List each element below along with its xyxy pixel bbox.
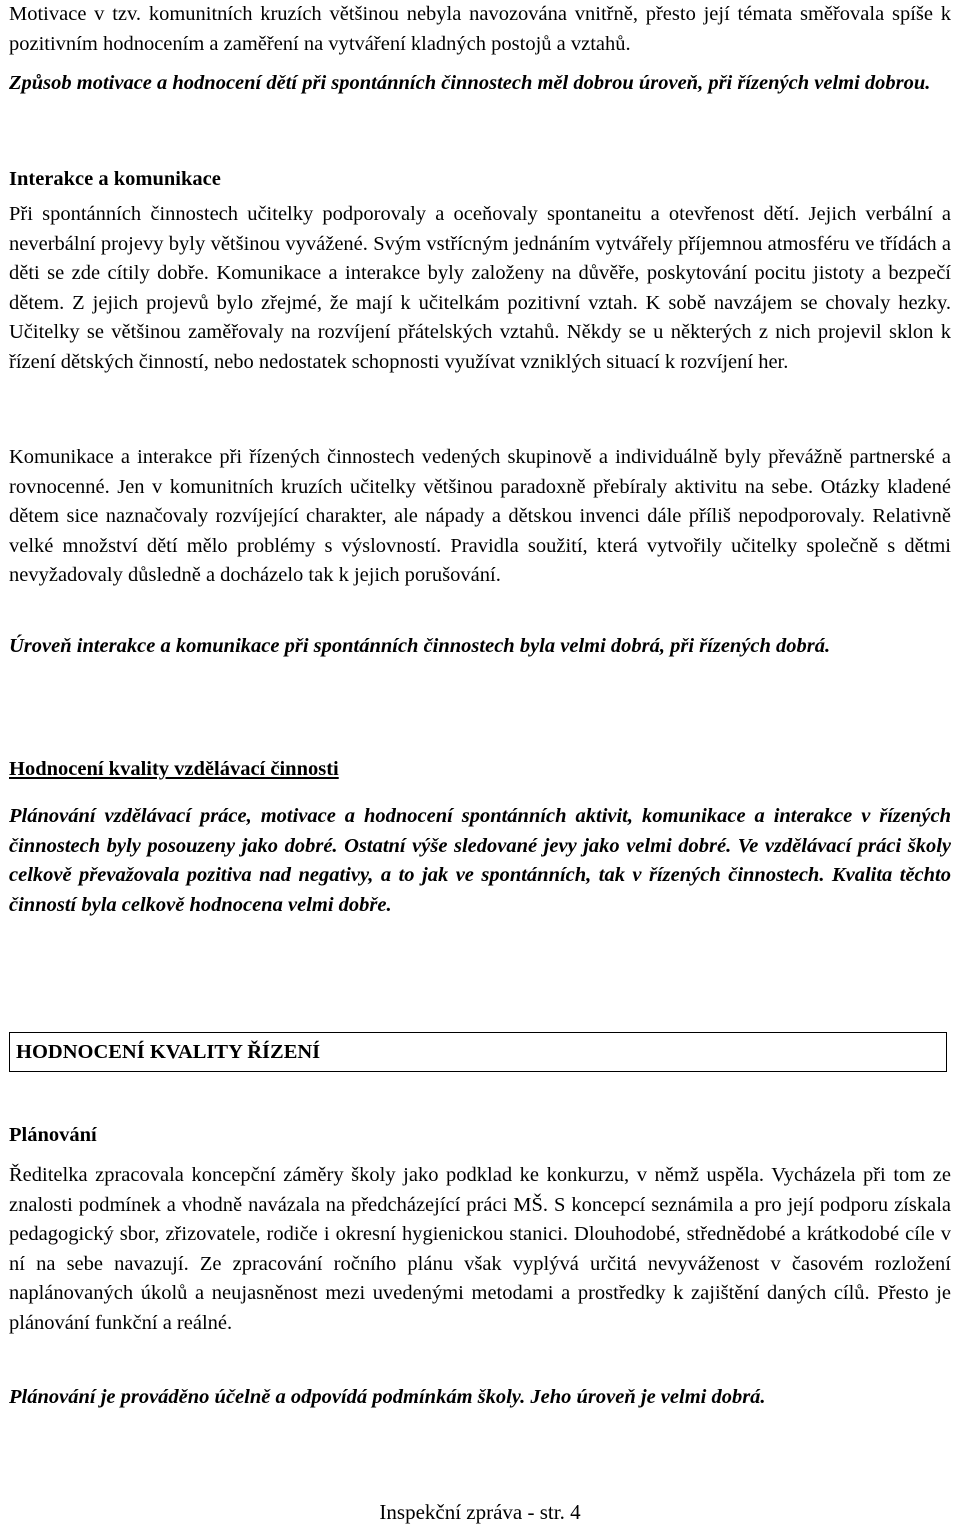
interaction-conclusion: Úroveň interakce a komunikace při spontánních činnostech byla velmi dobrá, při řízených dobrá.	[9, 635, 831, 657]
page-footer	[0, 1500, 960, 1525]
motivation-intro: Motivace v tzv. komunitních kruzích většinou nebyla navozována vnitřně, přesto její témata směřovala spíše k pozitivním hodnocením a zaměření na vytváření kladných postojů a vztahů.	[9, 3, 951, 55]
planning-conclusion: Plánování je prováděno účelně a odpovídá podmínkám školy. Jeho úroveň je velmi dobrá.	[9, 1386, 766, 1408]
interaction-para-2: Komunikace a interakce při řízených činnostech vedených skupinově a individuálně byly převážně partnerské a rovnocenné. Jen v komunitních kruzích učitelky většinou paradoxně přebíraly aktivitu na sebe. Otázky kladené dětem sice naznačovaly rozvíjející charakter, ale nápady a dětskou invenci dále příliš nepodporovaly. Relativně velké množství dětí mělo problémy s výslovností. Pravidla soužití, která vytvořily učitelky společně s dětmi nevyžadovaly důsledně a docházelo tak k jejich porušování.	[9, 446, 951, 586]
motivation-conclusion: Způsob motivace a hodnocení dětí při spontánních činnostech měl dobrou úroveň, při řízených velmi dobrou.	[9, 72, 931, 94]
quality-conclusion: Plánování vzdělávací práce, motivace a hodnocení spontánních aktivit, komunikace a interakce v řízených činnostech byly posouzeny jako dobré. Ostatní výše sledované jevy jako velmi dobré. Ve vzdělávací práci školy celkově převažovala pozitiva nad negativy, a to jak ve spontánních, tak v řízených činnostech. Kvalita těchto činností byla celkově hodnocena velmi dobře.	[9, 805, 951, 916]
planning-heading: Plánování	[9, 1124, 97, 1146]
page-number-label: Inspekční zpráva - str. 4	[379, 1500, 581, 1524]
interaction-para-1: Při spontánních činnostech učitelky podporovaly a oceňovaly spontaneitu a otevřenost dětí. Jejich verbální a neverbální projevy byly většinou vyvážené. Svým vstřícným jednáním vytvářely příjemnou atmosféru ve třídách a děti se zde cítily dobře. Komunikace a interakce byly založeny na důvěře, poskytování pocitu jistoty a bezpečí dětem. Z jejich projevů bylo zřejmé, že mají k učitelkám pozitivní vztah. K sobě navzájem se chovaly hezky. Učitelky se většinou zaměřovaly na rozvíjení přátelských vztahů. Někdy se u některých z nich projevil sklon k řízení dětských činností, nebo nedostatek schopnosti využívat vzniklých situací k rozvíjení her.	[9, 203, 951, 373]
planning-paragraph: Ředitelka zpracovala koncepční záměry školy jako podklad ke konkurzu, v němž uspěla. Vycházela při tom ze znalosti podmínek a vhodně navázala na předcházející práci MŠ. S koncepcí seznámila a pro její podporu získala pedagogický sbor, zřizovatele, rodiče i okresní hygienickou stanici. Dlouhodobé, střednědobé a krátkodobé cíle v ní na sebe navazují. Ze zpracování ročního plánu však vyplývá určitá nevyváženost v časovém rozložení naplánovaných úkolů a neujasněnost mezi uvedenými metodami a prostředky k zajištění daných cílů. Přesto je plánování funkční a reálné.	[9, 1164, 951, 1334]
management-heading-box	[9, 1032, 947, 1072]
management-heading: HODNOCENÍ KVALITY ŘÍZENÍ	[16, 1041, 321, 1063]
quality-heading: Hodnocení kvality vzdělávací činnosti	[9, 758, 339, 780]
interaction-heading: Interakce a komunikace	[9, 168, 221, 190]
